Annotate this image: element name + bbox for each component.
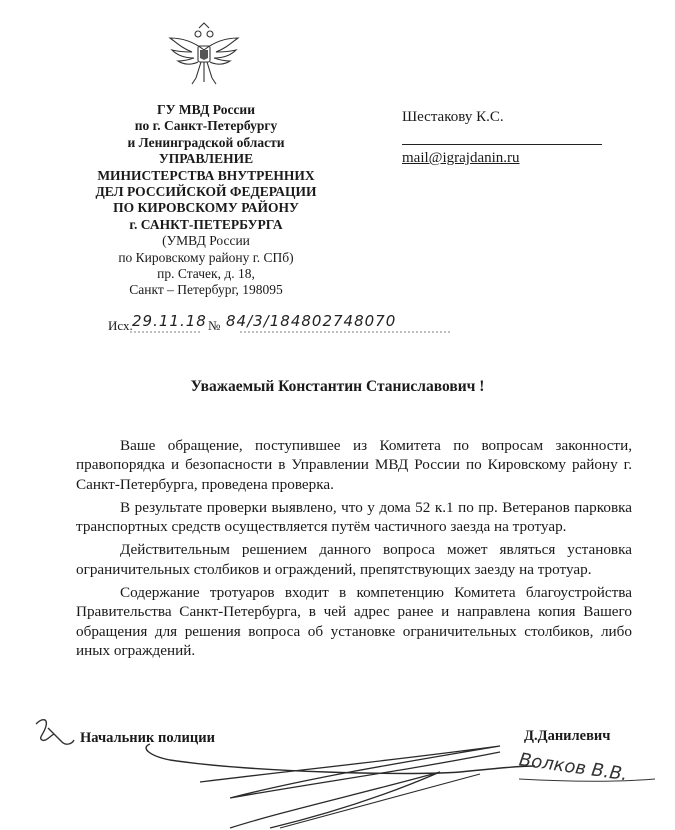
body-paragraph: Содержание тротуаров входит в компетенцию Комитета благоустройства Правительства Санкт-Петербурга, в чей адрес ранее и направлена копия Вашего обращения для решения вопроса об установке ограничительных столбиков, либо иных ограждений. xyxy=(76,584,632,659)
handwritten-note-icon xyxy=(515,745,665,785)
sender-line: УПРАВЛЕНИЕ xyxy=(158,151,254,167)
letter-body xyxy=(76,436,632,664)
sender-line: МИНИСТЕРСТВА ВНУТРЕННИХ xyxy=(97,167,315,183)
outgoing-underline xyxy=(130,328,450,336)
handwritten-mark-icon xyxy=(28,714,78,750)
signature-title: Начальник полиции xyxy=(80,730,215,746)
sender-line: ПО КИРОВСКОМУ РАЙОНУ xyxy=(113,200,299,216)
sender-line: по г. Санкт-Петербургу xyxy=(134,118,278,134)
handwritten-signature-icon xyxy=(80,742,580,830)
recipient-name: Шестакову К.С. xyxy=(402,109,504,125)
signature-name: Д.Данилевич xyxy=(524,728,611,744)
greeting: Уважаемый Константин Станиславович ! xyxy=(190,378,485,395)
recipient-divider xyxy=(402,144,602,145)
sender-block xyxy=(72,102,340,299)
body-paragraph: Действительным решением данного вопроса может являться установка ограничительных столбиков и ограждений, препятствующих заезду на тротуар. xyxy=(76,541,632,578)
sender-line: (УМВД России xyxy=(162,233,250,249)
body-paragraph: Ваше обращение, поступившее из Комитета по вопросам законности, правопорядка и безопасности в Управлении МВД России по Кировскому району г. Санкт-Петербурга, проведена проверка. xyxy=(76,437,632,493)
sender-line: и Ленинградской области xyxy=(127,134,285,150)
outgoing-date: 29.11.18 xyxy=(132,312,207,330)
sender-line: ГУ МВД России xyxy=(157,102,255,117)
recipient-block xyxy=(402,108,612,167)
body-paragraph: В результате проверки выявлено, что у дома 52 к.1 по пр. Ветеранов парковка транспортных средств осуществляется путём частичного заезда на тротуар. xyxy=(76,498,632,536)
recipient-email-link[interactable]: mail@igrajdanin.ru xyxy=(402,150,520,166)
outgoing-label: Исх. xyxy=(108,318,133,333)
sender-line: ДЕЛ РОССИЙСКОЙ ФЕДЕРАЦИИ xyxy=(95,184,317,200)
sender-line: по Кировскому району г. СПб) xyxy=(118,249,294,265)
sender-line: пр. Стачек, д. 18, xyxy=(157,266,255,282)
double-headed-eagle-icon xyxy=(166,20,242,90)
handwritten-note: Волков В.В. xyxy=(517,749,629,785)
outgoing-number-sign: № xyxy=(208,318,221,333)
outgoing-reference xyxy=(108,314,468,340)
sender-line: Санкт – Петербург, 198095 xyxy=(129,282,283,298)
outgoing-number: 84/3/184802748070 xyxy=(226,312,397,330)
sender-line: г. САНКТ-ПЕТЕРБУРГА xyxy=(129,216,283,232)
